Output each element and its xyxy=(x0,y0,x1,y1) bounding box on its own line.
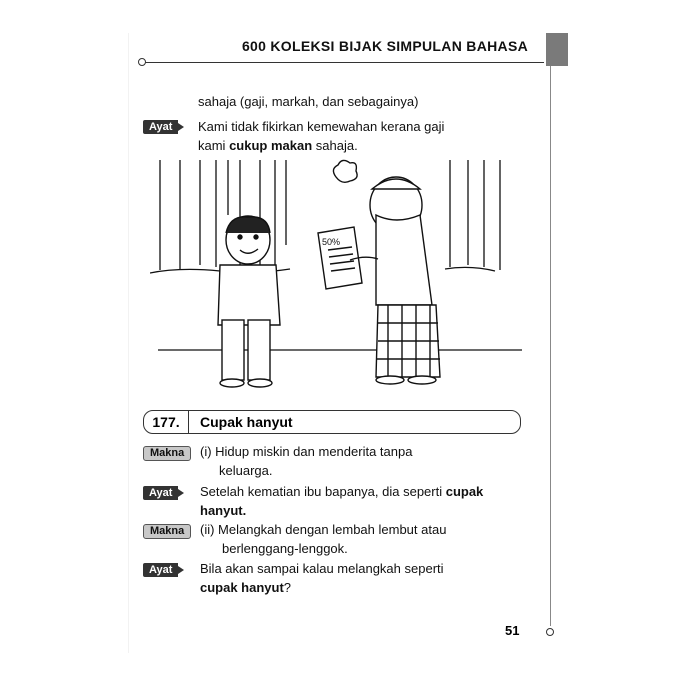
ayat-label-1: Ayat xyxy=(143,486,178,500)
page-side-tab xyxy=(546,33,568,66)
idiom-highlight: cupak xyxy=(445,484,484,499)
entry-number: 177. xyxy=(144,411,189,433)
ayat-1-line2: hanyut. xyxy=(200,503,247,518)
page-number: 51 xyxy=(505,623,520,638)
makna-1-line1: (i) Hidup miskin dan menderita tanpa xyxy=(200,444,413,459)
ayat-2-line1: Bila akan sampai kalau melangkah seperti xyxy=(200,561,444,576)
ayat-label: Ayat xyxy=(143,120,178,134)
entry-heading xyxy=(143,410,521,434)
paper-score: 50% xyxy=(322,237,341,247)
cartoon-illustration xyxy=(150,155,530,395)
continued-meaning: sahaja (gaji, markah, dan sebagainya) xyxy=(198,94,419,109)
makna-label-1: Makna xyxy=(143,446,191,461)
makna-label-2: Makna xyxy=(143,524,191,539)
ayat-1-line1: Setelah kematian ibu bapanya, dia seperti cupak xyxy=(200,484,484,499)
ayat-2-line2: cupak hanyut? xyxy=(200,580,292,595)
idiom-highlight: cupak hanyut xyxy=(200,580,284,595)
makna-2-line2: berlenggang-lenggok. xyxy=(222,541,348,556)
ayat-sentence-line2: kami cukup makan sahaja. xyxy=(198,138,358,153)
header-rule xyxy=(144,62,544,63)
side-rule xyxy=(550,66,551,626)
entry-title: Cupak hanyut xyxy=(200,414,293,430)
book-title: 600 KOLEKSI BIJAK SIMPULAN BAHASA xyxy=(241,38,528,54)
ayat-label-2: Ayat xyxy=(143,563,178,577)
side-rule-end-dot xyxy=(546,628,554,636)
makna-1-line2: keluarga. xyxy=(219,463,273,478)
idiom-highlight: cukup makan xyxy=(229,138,313,153)
ayat-sentence-line1: Kami tidak fikirkan kemewahan kerana gaji xyxy=(198,119,445,134)
makna-2-line1: (ii) Melangkah dengan lembah lembut atau xyxy=(200,522,447,537)
header-rule-end-dot xyxy=(138,58,146,66)
